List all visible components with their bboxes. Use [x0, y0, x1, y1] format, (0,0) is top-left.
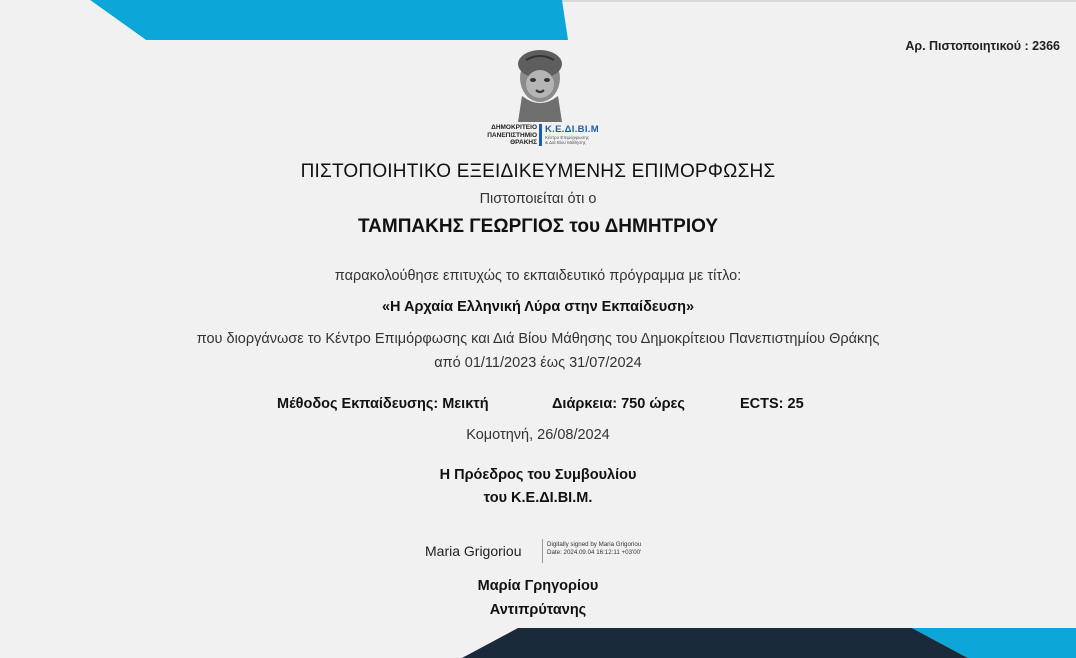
certifies-text: Πιστοποιείται ότι ο: [479, 191, 597, 207]
signer-title: Αντιπρύτανης: [489, 602, 587, 618]
digital-signature-details: Digitally signed by Maria Grigoriou Date: 2024.09.04 16:12:11 +03'00': [547, 541, 642, 556]
university-logo: [482, 50, 602, 146]
certificate-number: Αρ. Πιστοποιητικού : 2366: [905, 39, 1060, 53]
place-date: Κομοτηνή, 26/08/2024: [466, 427, 610, 443]
top-cyan-stripe: [90, 0, 568, 40]
certificate-title: ΠΙΣΤΟΠΟΙΗΤΙΚΟ ΕΞΕΙΔΙΚΕΥΜΕΝΗΣ ΕΠΙΜΟΡΦΩΣΗΣ: [300, 161, 776, 182]
signer-name: Μαρία Γρηγορίου: [477, 578, 599, 594]
program-title: «Η Αρχαία Ελληνική Λύρα στην Εκπαίδευση»: [381, 299, 695, 315]
attended-text: παρακολούθησε επιτυχώς το εκπαιδευτικό πρόγραμμα με τίτλο:: [334, 268, 742, 284]
democritus-bust-icon: [508, 50, 572, 122]
logo-divider: [539, 124, 542, 146]
ects-credits: ECTS: 25: [740, 396, 804, 412]
recipient-name: ΤΑΜΠΑΚΗΣ ΓΕΩΡΓΙΟΣ του ΔΗΜΗΤΡΙΟΥ: [357, 216, 719, 237]
training-duration: Διάρκεια: 750 ώρες: [552, 396, 685, 412]
organizer-text: που διοργάνωσε το Κέντρο Επιμόρφωσης και Διά Βίου Μάθησης του Δημοκρίτειου Πανεπιστημίου Θράκης: [196, 331, 880, 347]
signature-divider: [542, 539, 543, 563]
bottom-dark-stripe: [462, 628, 968, 658]
center-subtitle: Κέντρο Επιμόρφωσης & Διά Βίου Μάθησης: [545, 135, 589, 145]
center-abbreviation: Κ.Ε.ΔΙ.ΒΙ.Μ: [545, 124, 599, 135]
signatory-role-line1: Η Πρόεδρος του Συμβουλίου: [439, 467, 637, 483]
training-method: Μέθοδος Εκπαίδευσης: Μεικτή: [277, 396, 489, 412]
signatory-role-line2: του Κ.Ε.ΔΙ.ΒΙ.Μ.: [483, 490, 593, 506]
digital-signature-name: Maria Grigoriou: [425, 543, 522, 559]
university-name: ΔΗΜΟΚΡΙΤΕΙΟ ΠΑΝΕΠΙΣΤΗΜΙΟ ΘΡΑΚΗΣ: [487, 124, 537, 146]
program-period: από 01/11/2023 έως 31/07/2024: [434, 355, 642, 371]
